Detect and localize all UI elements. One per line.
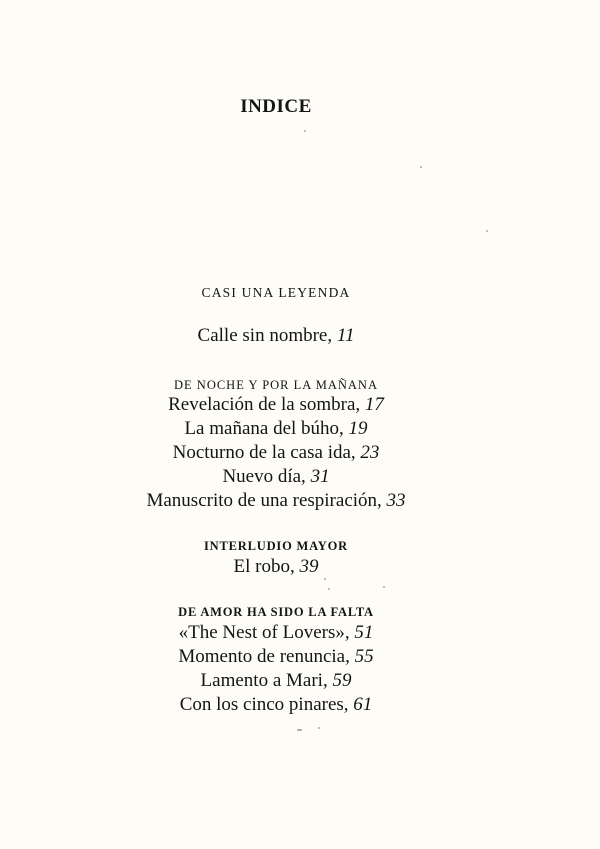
entry-title: Manuscrito de una respiración, [146,490,382,511]
entry-page-number: 39 [299,556,319,577]
section-heading: DE NOCHE Y POR LA MAÑANA [174,378,378,392]
toc-entry [0,645,552,669]
entry-page-number: 33 [386,490,406,511]
toc-entry [0,693,552,717]
scan-speck [318,727,320,729]
toc-entry [0,465,552,489]
toc-section-de-amor [0,603,552,717]
toc-entry [0,417,552,441]
entry-page-number: 31 [310,466,330,487]
entry-page-number: 19 [348,418,368,439]
entry-title: Nocturno de la casa ida, [172,442,356,463]
scan-speck [383,586,385,588]
entry-page-number: 11 [336,325,355,346]
entry-title: Momento de renuncia, [178,646,350,667]
toc-entry [0,489,552,513]
entry-page-number: 61 [353,694,373,715]
entry-page-number: 59 [332,670,352,691]
scan-speck [420,166,422,168]
entry-title: Con los cinco pinares, [179,694,349,715]
section-heading: INTERLUDIO MAYOR [204,539,348,553]
entry-page-number: 23 [360,442,380,463]
toc-section-casi-una-leyenda [0,284,552,348]
entry-title: Nuevo día, [222,466,306,487]
entry-title: «The Nest of Lovers», [178,622,350,643]
entry-title: Revelación de la sombra, [168,394,361,415]
page-title: INDICE [240,96,312,117]
toc-section-de-noche [0,377,552,513]
entry-title: El robo, [233,556,295,577]
scan-speck [297,729,302,731]
entry-title: Lamento a Mari, [200,670,328,691]
section-heading: CASI UNA LEYENDA [201,285,351,300]
section-heading: DE AMOR HA SIDO LA FALTA [178,605,374,619]
entry-page-number: 51 [354,622,374,643]
scan-speck [304,130,306,132]
scan-speck [328,588,330,590]
scan-speck [486,230,488,232]
entry-title: La mañana del búho, [184,418,344,439]
toc-section-interludio-mayor [0,537,552,579]
toc-entry [0,393,552,417]
toc-entry [0,669,552,693]
toc-entry [0,621,552,645]
scan-speck [324,578,326,580]
entry-title: Calle sin nombre, [197,325,333,346]
entry-page-number: 55 [354,646,374,667]
toc-entry [0,441,552,465]
toc-entry [0,555,552,579]
entry-page-number: 17 [364,394,384,415]
toc-entry [0,324,552,348]
